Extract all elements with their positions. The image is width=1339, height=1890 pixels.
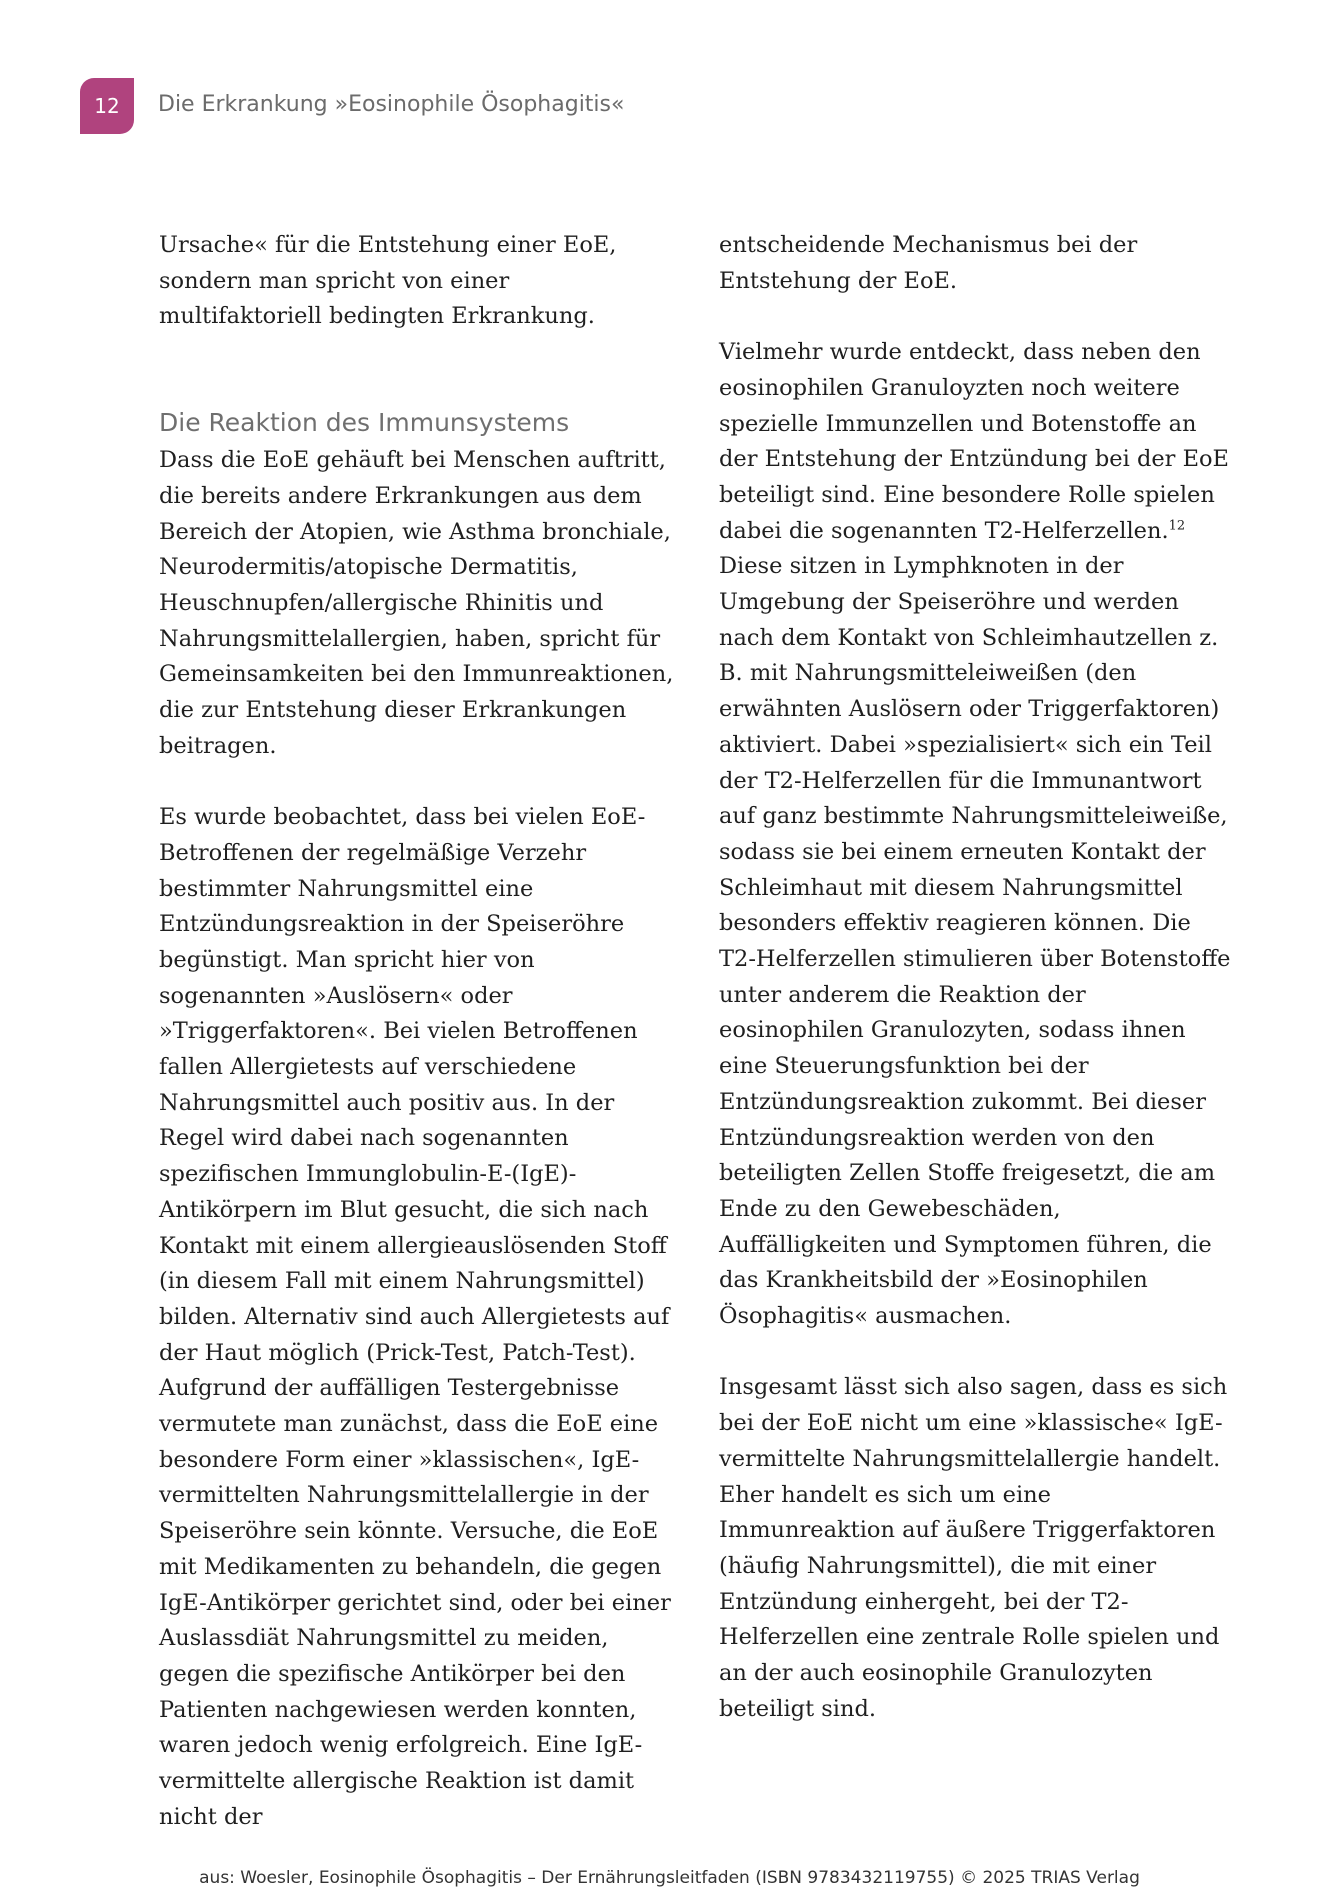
section-heading: Die Reaktion des Immunsystems bbox=[159, 408, 570, 438]
left-column bbox=[159, 228, 674, 1836]
running-head: Die Erkrankung »Eosinophile Ösophagitis« bbox=[158, 92, 625, 117]
right-column bbox=[719, 228, 1234, 1728]
paragraph-text: Vielmehr wurde entdeckt, dass neben den eosinophilen Granuloyzten noch weitere spezielle Immunzellen und Botenstoffe an der Entstehung der Entzündung bei der EoE beteiligt sind. Eine besondere Rolle spielen dabei die sogenannten T2-Helferzellen. bbox=[719, 339, 1229, 544]
page-number-badge bbox=[80, 78, 134, 134]
page-number: 12 bbox=[94, 94, 120, 118]
paragraph-text: Diese sitzen in Lymphknoten in der Umgebung der Speiseröhre und werden nach dem Kontakt von Schleimhautzellen z. B. mit Nahrungsmitteleiweißen (den erwähnten Auslösern oder Triggerfaktoren) aktiviert. Dabei »spezialisiert« sich ein Teil der T2-Helferzellen für die Immunantwort auf ganz bestimmte Nahrungsmitteleiweiße, sodass sie bei einem erneuten Kontakt der Schleimhaut mit diesem Nahrungsmittel besonders effektiv reagieren können. Die T2-Helferzellen stimulieren über Botenstoffe unter anderem die Reaktion der eosinophilen Granulozyten, sodass ihnen eine Steuerungsfunktion bei der Entzündungsreaktion zukommt. Bei dieser Entzündungsreaktion werden von den beteiligten Zellen Stoffe freigesetzt, die am Ende zu den Gewebeschäden, Auffälligkeiten und Symptomen führen, die das Krankheitsbild der »Eosinophilen Ösophagitis« ausmachen. bbox=[719, 553, 1231, 1330]
source-footer: aus: Woesler, Eosinophile Ösophagitis – Der Ernährungsleitfaden (ISBN 9783432119755) © 2025 TRIAS Verlag bbox=[199, 1868, 1140, 1888]
paragraph: Insgesamt lässt sich also sagen, dass es sich bei der EoE nicht um eine »klassische« IgE-vermittelte Nahrungsmittelallergie handelt. Eher handelt es sich um eine Immunreaktion auf äußere Triggerfaktoren (häufig Nahrungsmittel), die mit einer Entzündung einhergeht, bei der T2-Helferzellen eine zentrale Rolle spielen und an der auch eosinophile Granulozyten beteiligt sind. bbox=[719, 1374, 1228, 1722]
paragraph-continued: entscheidende Mechanismus bei der Entstehung der EoE. bbox=[719, 232, 1138, 294]
paragraph-continued: Ursache« für die Entstehung einer EoE, sondern man spricht von einer multifaktoriell bedingten Erkrankung. bbox=[159, 232, 617, 330]
paragraph: Es wurde beobachtet, dass bei vielen EoE-Betroffenen der regelmäßige Verzehr bestimmter Nahrungsmittel eine Entzündungsreaktion in der Speiseröhre begünstigt. Man spricht hier von sogenannten »Auslösern« oder »Triggerfaktoren«. Bei vielen Betroffenen fallen Allergietests auf verschiedene Nahrungsmittel auch positiv aus. In der Regel wird dabei nach sogenannten spezifischen Immunglobulin-E-(IgE)-Antikörpern im Blut gesucht, die sich nach Kontakt mit einem allergieauslösenden Stoff (in diesem Fall mit einem Nahrungsmittel) bilden. Alternativ sind auch Allergietests auf der Haut möglich (Prick-Test, Patch-Test). Aufgrund der auffälligen Testergebnisse vermutete man zunächst, dass die EoE eine besondere Form einer »klassischen«, IgE-vermittelten Nahrungsmittelallergie in der Speiseröhre sein könnte. Versuche, die EoE mit Medikamenten zu behandeln, die gegen IgE-Antikörper gerichtet sind, oder bei einer Auslassdiät Nahrungsmittel zu meiden, gegen die spezifische Antikörper bei den Patienten nachgewiesen werden konnten, waren jedoch wenig erfolgreich. Eine IgE-vermittelte allergische Reaktion ist damit nicht der bbox=[159, 804, 671, 1830]
paragraph: Dass die EoE gehäuft bei Menschen auftritt, die bereits andere Erkrankungen aus dem Bereich der Atopien, wie Asthma bronchiale, Neurodermitis/atopische Dermatitis, Heuschnupfen/allergische Rhinitis und Nahrungsmittelallergien, haben, spricht für Gemeinsamkeiten bei den Immunreaktionen, die zur Entstehung dieser Erkrankungen beitragen. bbox=[159, 447, 674, 759]
paragraph bbox=[719, 335, 1234, 1335]
footnote-reference: 12 bbox=[1168, 518, 1186, 534]
